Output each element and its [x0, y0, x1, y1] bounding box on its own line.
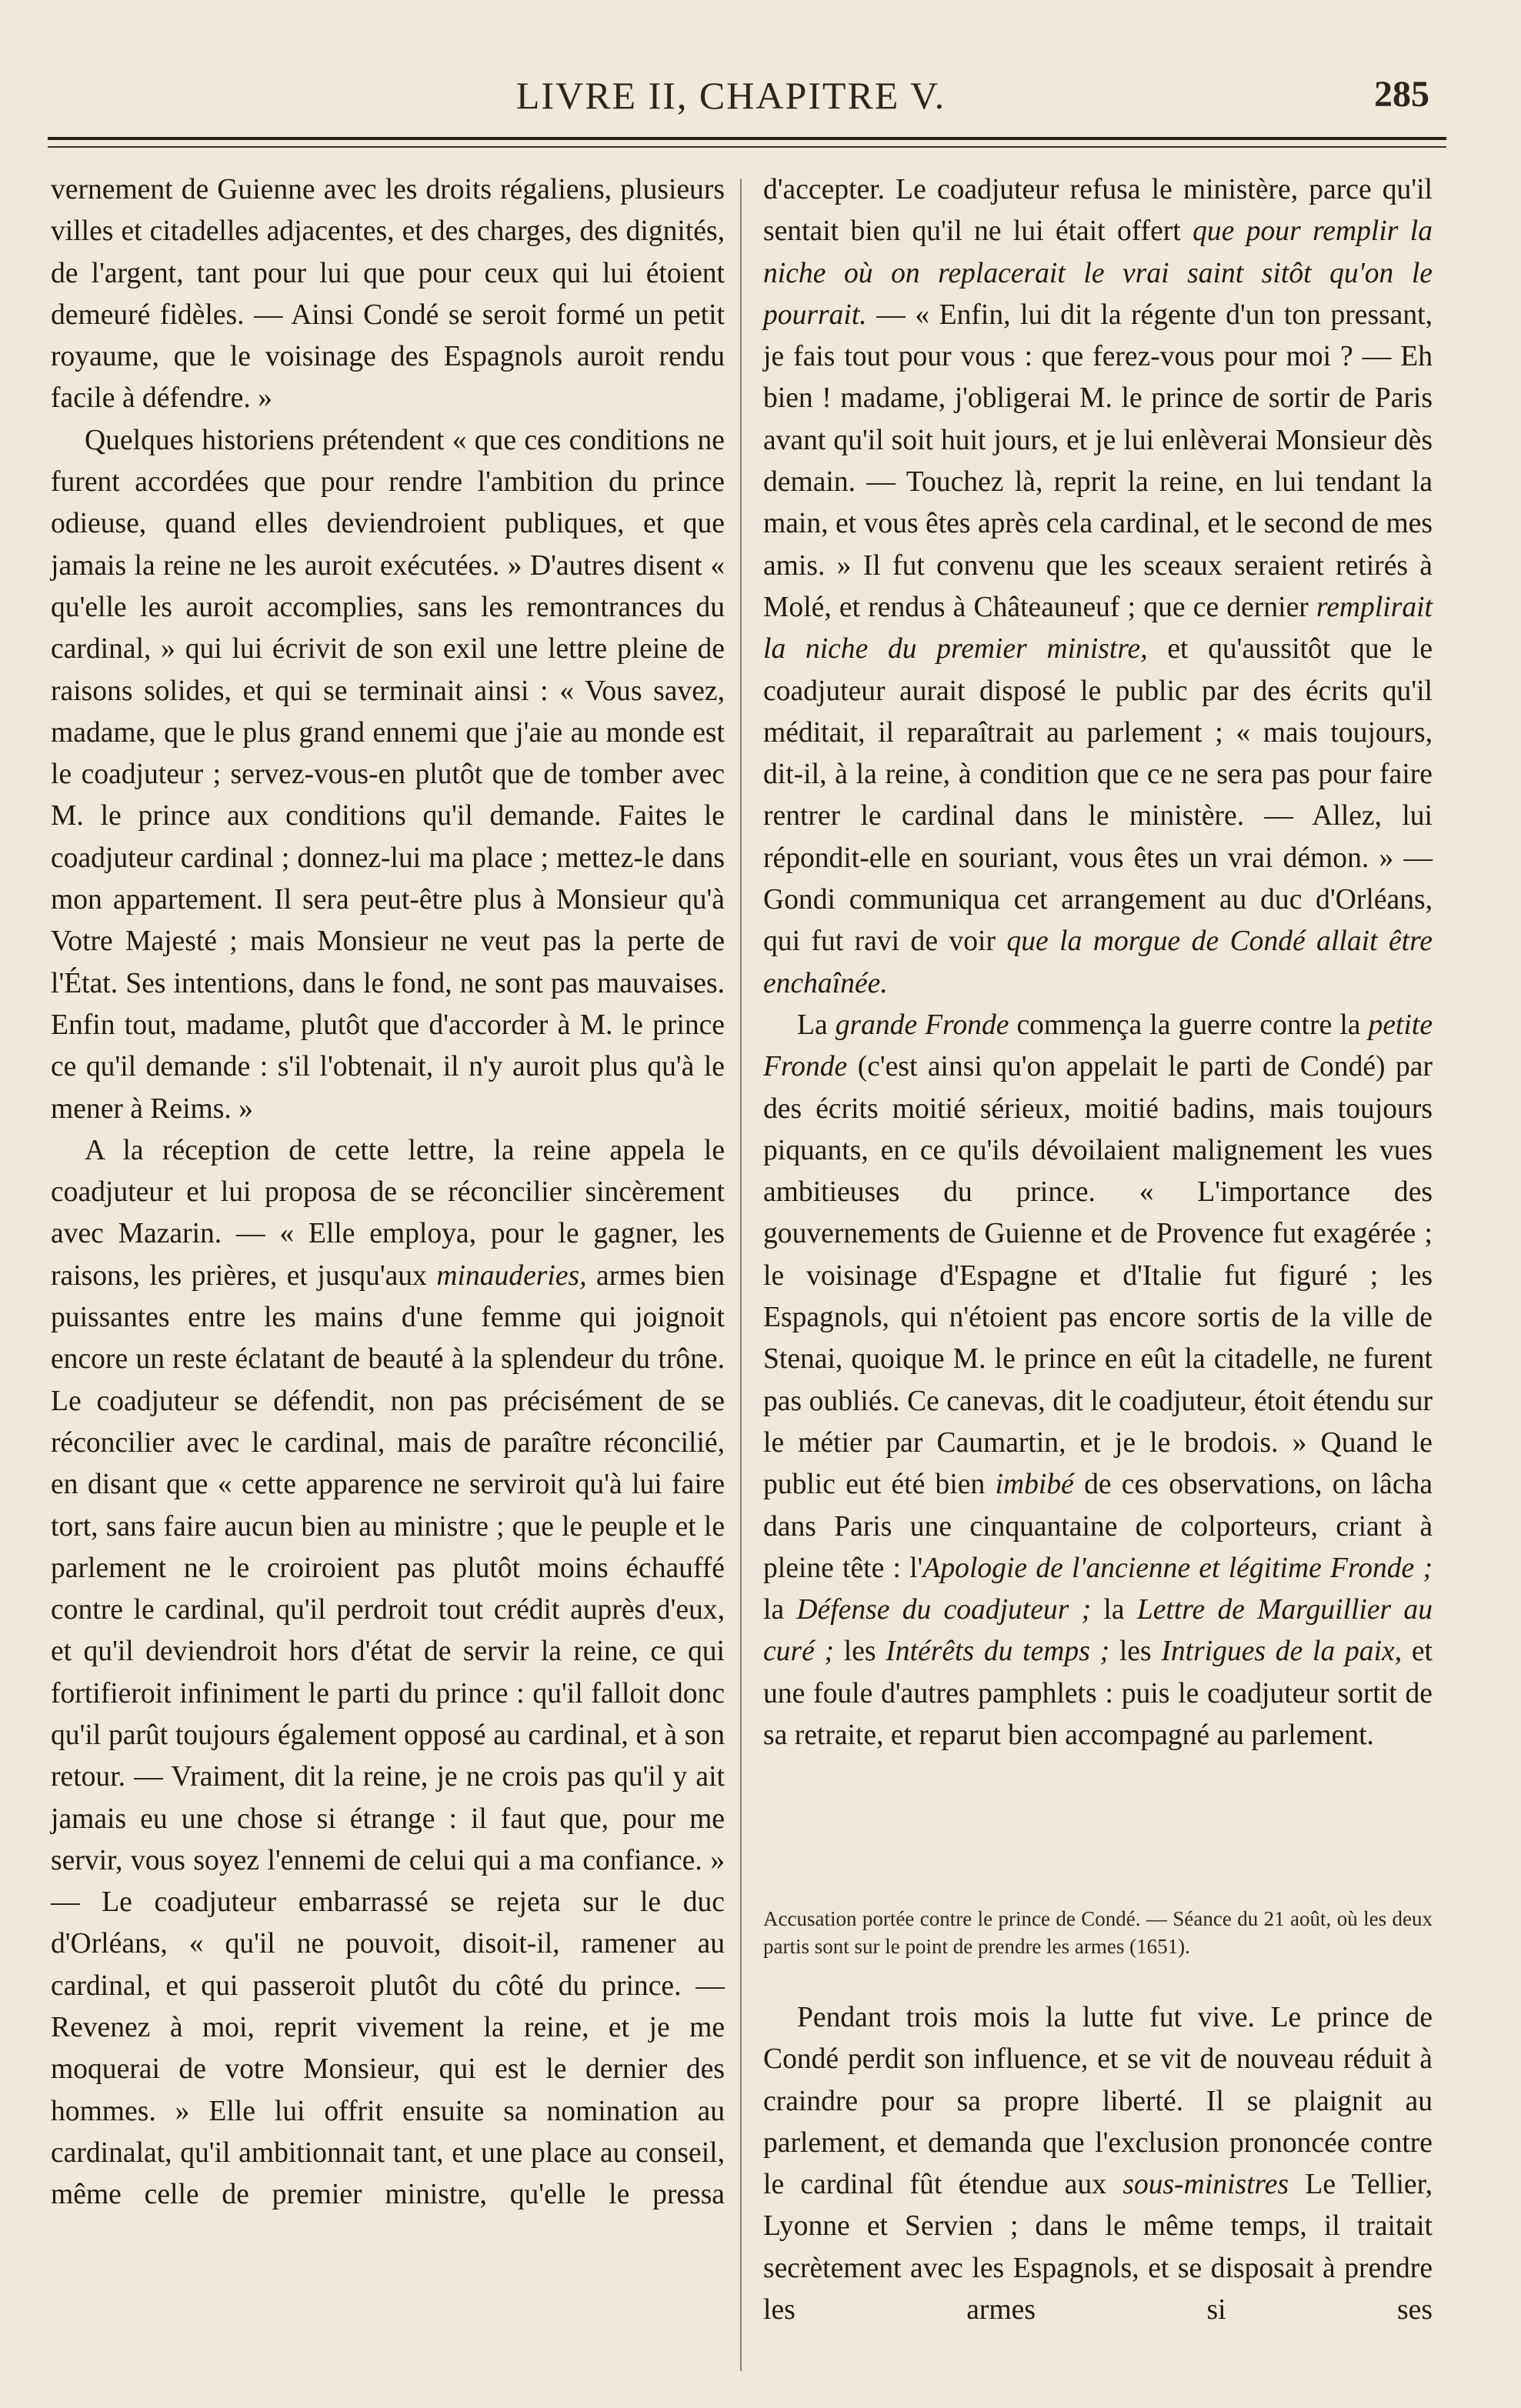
column-divider	[740, 178, 742, 2371]
page-header	[0, 73, 1521, 119]
paragraph: A la réception de cette lettre, la reine appela le coadjuteur et lui proposa de se réconcilier sincèrement avec Mazarin. — « Elle employa, pour le gagner, les raisons, les prières, et jusqu'aux minauderies, armes bien puissantes entre les mains d'une femme qui joignoit encore un reste éclatant de beauté à la splendeur du trône. Le coadjuteur se défendit, non pas précisément de se réconcilier avec le cardinal, mais de paraître réconcilié, en disant que « cette apparence ne serviroit qu'à lui faire tort, sans faire aucun bien au ministre ; que le peuple et le parlement ne le croiroient pas plutôt moins échauffé contre le cardinal, qu'il perdroit tout crédit auprès d'eux, et qu'il deviendroit hors d'état de servir la reine, ce qui fortifieroit infiniment le parti du prince : qu'il falloit donc qu'il parût toujours également opposé au cardinal, et à son retour. — Vraiment, dit la reine, je ne crois pas qu'il y ait jamais eu une chose si étrange : il faut que, pour me servir, vous soyez l'ennemi de celui qui a ma confiance. » — Le coadjuteur embarrassé se rejeta sur le duc d'Orléans, « qu'il ne pouvoit, disoit-il, ramener au cardinal, et qui passeroit plutôt du côté du prince. — Revenez à moi, reprit vivement la reine, et je me moquerai de votre Monsieur, qui est le dernier des hommes. » Elle lui offrit ensuite sa nomination au cardinalat, qu'il ambitionnait tant, et une place au conseil, même celle de premier ministre, qu'elle le pressa	[51, 1134, 725, 2211]
paragraph: Pendant trois mois la lutte fut vive. Le prince de Condé perdit son influence, et se vit de nouveau réduit à craindre pour sa propre liberté. Il se plaignit au parlement, et demanda que l'exclusion prononcée contre le cardinal fût étendue aux sous-ministres Le Tellier, Lyonne et Servien ; dans le même temps, il traitait secrètement avec les Espagnols, et se disposait à prendre les armes si ses	[763, 2002, 1433, 2326]
section-sidenote: Accusation portée contre le prince de Condé. — Séance du 21 août, où les deux partis sont sur le point de prendre les armes (1651).	[763, 1907, 1433, 1958]
paragraph: La grande Fronde commença la guerre contre la petite Fronde (c'est ainsi qu'on appelait le parti de Condé) par des écrits moitié sérieux, moitié badins, mais toujours piquants, en ce qu'ils dévoilaient malignement les vues ambitieuses du prince. « L'importance des gouvernements de Guienne et de Provence fut exagérée ; le voisinage d'Espagne et d'Italie fut figuré ; les Espagnols, qui n'étoient pas encore sortis de la ville de Stenai, quoique M. le prince en eût la citadelle, ne furent pas oubliés. Ce canevas, dit le coadjuteur, étoit étendu sur le métier par Caumartin, et je le brodois. » Quand le public eut été bien imbibé de ces observations, on lâcha dans Paris une cinquantaine de colporteurs, criant à pleine tête : l'Apologie de l'ancienne et légitime Fronde ; la Défense du coadjuteur ; la Lettre de Marguillier au curé ; les Intérêts du temps ; les Intrigues de la paix, et une foule d'autres pamphlets : puis le coadjuteur sortit de sa retraite, et reparut bien accompagné au parlement.	[763, 1009, 1433, 1751]
right-column	[763, 169, 1433, 1756]
paragraph: vernement de Guienne avec les droits régaliens, plusieurs villes et citadelles adjacentes, et des charges, des dignités, de l'argent, tant pour lui que pour ceux qui lui étoient demeuré fidèles. — Ainsi Condé se seroit formé un petit royaume, que le voisinage des Espagnols auroit rendu facile à défendre. »	[51, 174, 725, 415]
paragraph: d'accepter. Le coadjuteur refusa le ministère, parce qu'il sentait bien qu'il ne lui était offert que pour remplir la niche où on replacerait le vrai saint sitôt qu'on le pourrait. — « Enfin, lui dit la régente d'un ton pressant, je fais tout pour vous : que ferez-vous pour moi ? — Eh bien ! madame, j'obligerai M. le prince de sortir de Paris avant qu'il soit huit jours, et je lui enlèverai Monsieur dès demain. — Touchez là, reprit la reine, en lui tendant la main, et vous êtes après cela cardinal, et le second de mes amis. » Il fut convenu que les sceaux seraient retirés à Molé, et rendus à Châteauneuf ; que ce dernier remplirait la niche du premier ministre, et qu'aussitôt que le coadjuteur aurait disposé le public par des écrits qu'il méditait, il reparaîtrait au parlement ; « mais toujours, dit-il, à la reine, à condition que ce ne sera pas pour faire rentrer le cardinal dans le ministère. — Allez, lui répondit-elle en souriant, vous êtes un vrai démon. » — Gondi communiqua cet arrangement au duc d'Orléans, qui fut ravi de voir que la morgue de Condé allait être enchaînée.	[763, 174, 1433, 999]
paragraph: Quelques historiens prétendent « que ces conditions ne furent accordées que pour rendre l'ambition du prince odieuse, quand elles deviendroient publiques, et que jamais la reine ne les auroit exécutées. » D'autres disent « qu'elle les auroit accomplies, sans les remontrances du cardinal, » qui lui écrivit de son exil une lettre pleine de raisons solides, et qui se terminait ainsi : « Vous savez, madame, que le plus grand ennemi que j'aie au monde est le coadjuteur ; servez-vous-en plutôt que de tomber avec M. le prince aux conditions qu'il demande. Faites le coadjuteur cardinal ; donnez-lui ma place ; mettez-le dans mon appartement. Il sera peut-être plus à Monsieur qu'à Votre Majesté ; mais Monsieur ne veut pas la perte de l'État. Ses intentions, dans le fond, ne sont pas mauvaises. Enfin tout, madame, plutôt que d'accorder à M. le prince ce qu'il demande : s'il l'obtenait, il n'y auroit plus qu'à le mener à Reims. »	[51, 424, 725, 1125]
right-column-continued	[763, 1997, 1433, 2331]
page-number: 285	[1374, 74, 1429, 115]
header-rule	[48, 137, 1446, 148]
left-column	[51, 169, 725, 2216]
running-title: LIVRE II, CHAPITRE V.	[515, 74, 946, 117]
